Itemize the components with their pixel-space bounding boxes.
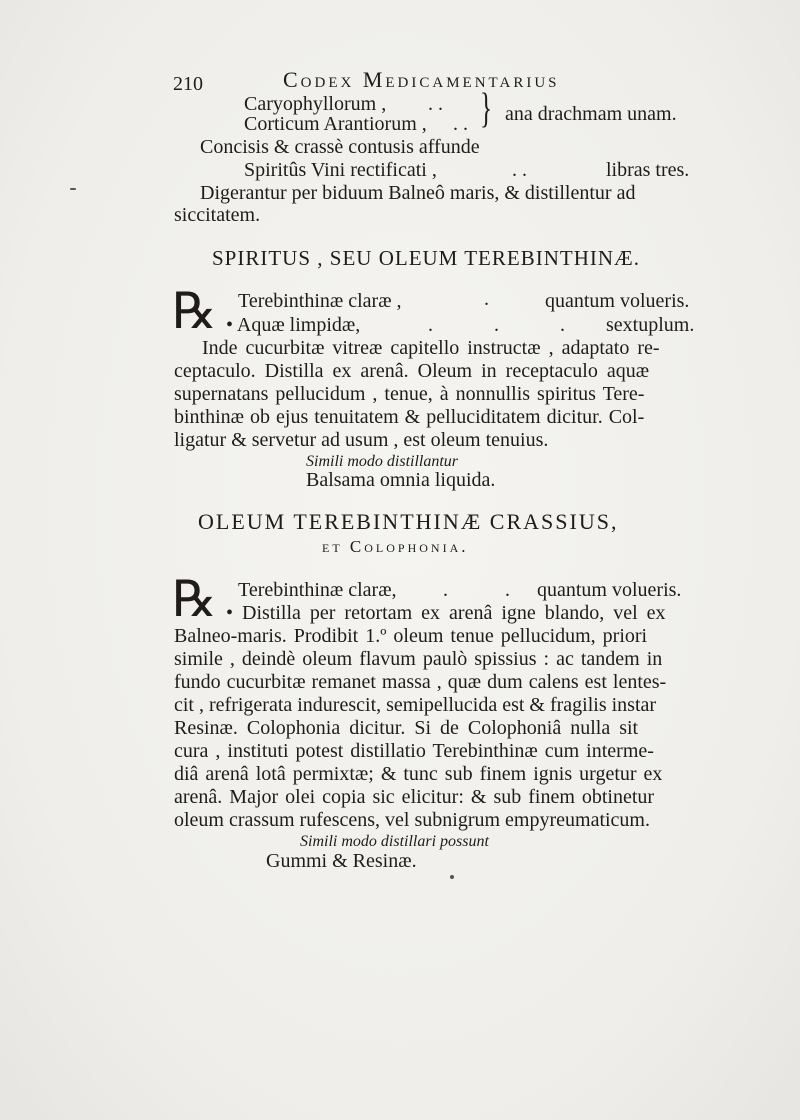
section2-note-line-1: Simili modo distillari possunt [300, 833, 489, 850]
section1-ingredient1: Terebinthinæ claræ , [238, 290, 402, 312]
section2-text-line-5: cit , refrigerata indurescit, semipellucida est & fragilis instar [174, 694, 657, 716]
section2-heading: OLEUM TEREBINTHINÆ CRASSIUS, [198, 509, 619, 534]
recipe1-item2: Corticum Arantiorum , [244, 113, 427, 135]
section1-ingredient2: • Aquæ limpidæ, [226, 314, 361, 336]
section2-text-line-10: oleum crassum rufescens, vel subnigrum empyreumaticum. [174, 809, 650, 831]
section1-ingredient1-dose: quantum volueris. [545, 290, 690, 312]
recipe1-item1: Caryophyllorum , [244, 93, 387, 115]
section2-rx-initial: ℞ [172, 571, 217, 627]
recipe1-item2-dots: . . [453, 113, 468, 135]
section2-text-line-1: • Distilla per retortam ex arenâ igne blando, vel ex [226, 602, 666, 624]
section2-text-line-7: cura , instituti potest distillatio Terebinthinæ cum interme- [174, 740, 654, 762]
section1-heading: SPIRITUS , SEU OLEUM TEREBINTHINÆ. [212, 246, 640, 270]
page-number: 210 [173, 73, 203, 95]
recipe1-digest-end: siccitatem. [174, 204, 261, 226]
running-title: Codex Medicamentarius [283, 67, 560, 92]
section1-rx-initial: ℞ [172, 283, 217, 339]
section1-text-line-1: Inde cucurbitæ vitreæ capitello instructæ , adaptato re- [202, 337, 660, 359]
section1-ingredient2-dots: . . . [428, 314, 593, 336]
section1-text-line-5: ligatur & servetur ad usum , est oleum tenuius. [174, 429, 549, 451]
section1-text-line-4: binthinæ ob ejus tenuitatem & pelluciditatem dicitur. Col- [174, 406, 645, 428]
section1-text-line-2: ceptaculo. Distilla ex arenâ. Oleum in receptaculo aquæ [174, 360, 650, 382]
recipe1-spirit-dots: . . [512, 159, 527, 181]
recipe1-digest-line [200, 181, 702, 205]
recipe1-brace: } [480, 86, 493, 132]
section2-ingredient1-dose: quantum volueris. [537, 579, 682, 601]
ink-speck [70, 188, 76, 190]
section2-text-line-8: diâ arenâ lotâ permixtæ; & tunc sub finem ignis urgetur ex [174, 763, 663, 785]
section2-text-line-9: arenâ. Major olei copia sic elicitur: & sub finem obtinetur [174, 786, 655, 808]
section2-text-line-3: simile , deindè oleum flavum paulò spissius : ac tandem in [174, 648, 663, 670]
section1-note-line-1: Simili modo distillantur [306, 453, 459, 470]
recipe1-digest-text: Digerantur per biduum Balneô maris, & distillentur ad [200, 182, 636, 204]
recipe1-instruction: Concisis & crassè contusis affunde [200, 136, 480, 158]
section1-ingredient1-dot: . [484, 288, 489, 310]
section2-text-line-2: Balneo-maris. Prodibit 1.º oleum tenue pellucidum, priori [174, 625, 648, 647]
recipe1-dose: ana drachmam unam. [505, 103, 677, 125]
section2-text-line-4: fundo cucurbitæ remanet massa , quæ dum calens est lentes- [174, 671, 667, 693]
section2-subheading: et Colophonia. [322, 537, 469, 556]
section2-ingredient1: Terebinthinæ claræ, [238, 579, 397, 601]
section2-text-line-6: Resinæ. Colophonia dicitur. Si de Colophoniâ nulla sit [174, 717, 639, 739]
recipe1-item1-dots: . . [428, 93, 443, 115]
ink-speck [450, 875, 454, 879]
section2-note-line-2: Gummi & Resinæ. [266, 850, 417, 872]
section1-note-line-2: Balsama omnia liquida. [306, 469, 496, 491]
section1-text-line-3: supernatans pellucidum , tenue, à nonnullis spiritus Tere- [174, 383, 645, 405]
section2-ingredient1-dots: . . [443, 579, 536, 601]
section1-ingredient2-dose: sextuplum. [606, 314, 695, 336]
recipe1-spirit: Spiritûs Vini rectificati , [244, 159, 437, 181]
recipe1-spirit-dose: libras tres. [606, 159, 690, 181]
